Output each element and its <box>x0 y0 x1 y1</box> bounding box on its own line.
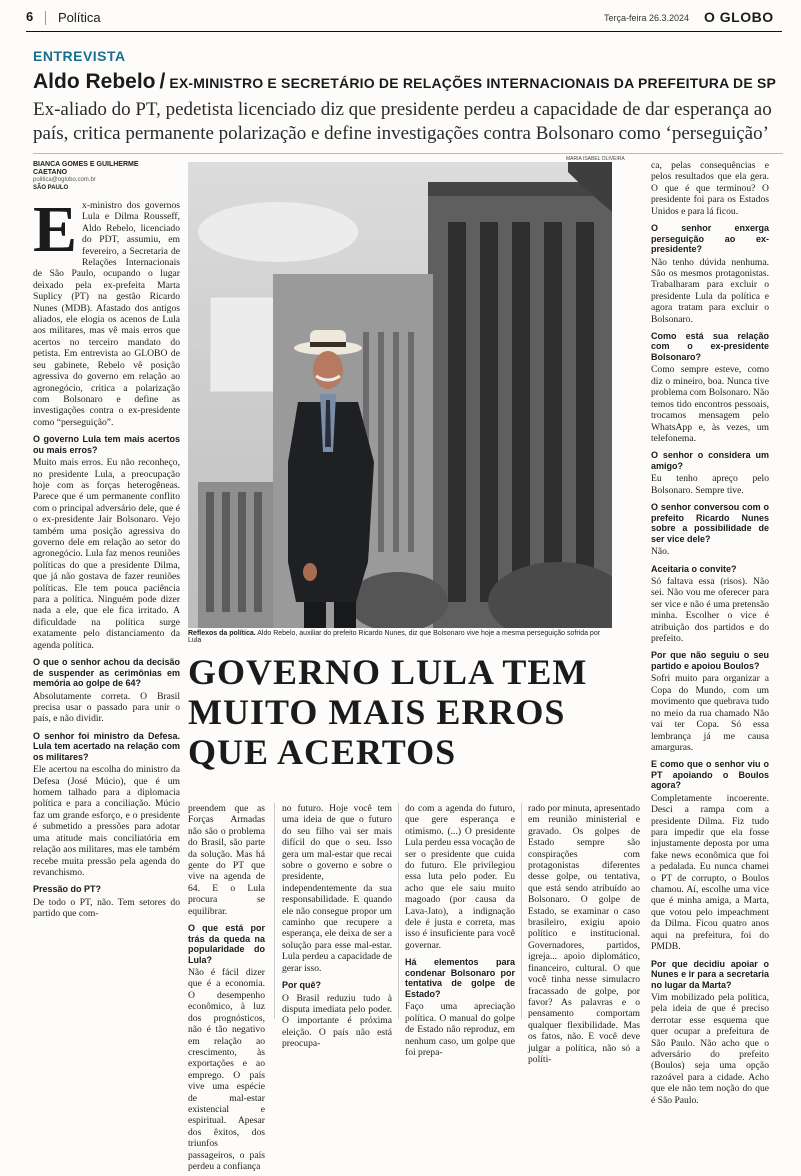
answer: Não é fácil dizer que é a economia. O desempenho econômico, à luz dos prognósticos, não é tão negativo em relação ao crescimento, às exportações e ao emprego. O país vive uma espécie de mal-estar existencial e espiritual. Apesar dos êxitos, dos triunfos passageiros, o país perdeu a confiança <box>188 967 265 1172</box>
question: O senhor conversou com o prefeito Ricardo Nunes sobre a possibilidade de ser vice dele? <box>651 502 769 544</box>
answer: Absolutamente correta. O Brasil precisa usar o passado para unir o país, e não dividir. <box>33 690 180 725</box>
drop-cap: E <box>33 193 78 266</box>
answer: Não tenho dúvida nenhuma. São os mesmos protagonistas. Trabalharam para excluir o presidente Lula da política e agora tratam para excluir o Bolsonaro. <box>651 256 769 325</box>
interviewee-role: EX-MINISTRO E SECRETÁRIO DE RELAÇÕES INTERNACIONAIS DA PREFEITURA DE SP <box>169 75 777 91</box>
column-4 <box>405 803 515 1062</box>
question: Por que decidiu apoiar o Nunes e ir para a secretaria no lugar da Marta? <box>651 958 769 990</box>
name-line <box>33 70 783 94</box>
answer: Completamente incoerente. Desci a rampa com a presidente Dilma. Fiz tudo para impedir que ela fosse injustamente deposta por uma fake news econômica que foi a pedalada. Eu nunca chamei o PT de corrupto, o Boulos chamou. Aí, escolhe uma vice que é minha amiga, a Marta, que votou pelo impeachment da Dilma. Ficou quatro anos aqui na prefeitura, foi do PMDB. <box>651 792 769 953</box>
question: O senhor o considera um amigo? <box>651 450 769 471</box>
answer: do com a agenda do futuro, que gere esperança e otimismo. (...) O presidente Lula perdeu essa vocação de ser o presidente que cuida do futuro. Ele privilegiou essa luta pelo poder. Eu acho que ele saiu muito magoado (por causa da Lava-Jato), a indignação dele é justa e correta, mas isso é insuficiente para você governar. <box>405 803 515 951</box>
answer: Eu tenho apreço pelo Bolsonaro. Sempre tive. <box>651 473 769 496</box>
byline: BIANCA GOMES E GUILHERME CAETANO <box>33 161 139 176</box>
answer: Vim mobilizado pela política, pela ideia de que é preciso derrotar esse esquema que quer ocupar a prefeitura de São Paulo. Não acho que o adversário do prefeito (Boulos) seja uma opção razoável para a cidade. Acho que ele não tem noção do que é São Paulo. <box>651 992 769 1106</box>
question: Há elementos para condenar Bolsonaro por tentativa de golpe de Estado? <box>405 957 515 999</box>
question: Aceitaria o convite? <box>651 563 737 574</box>
interviewee-name: Aldo Rebelo <box>33 70 156 93</box>
answer: Sofri muito para organizar a Copa do Mundo, com um movimento que quebrava tudo no meio da rua chamado Não vai ter Copa. Só essa lembrança já me causa amarguras. <box>651 673 769 753</box>
photo-illustration <box>188 162 612 628</box>
question: O governo Lula tem mais acertos ou mais erros? <box>33 434 180 455</box>
answer: rado por minuta, apresentado em reunião ministerial e gravado. Os golpes de Estado sempre são conspirações com protagonistas diferentes desse golpe, ou tentativa, que está sendo atribuído ao Bolsonaro. O golpe de Estado, se examinar o caso brasileiro, exigiu apoio político e institucional. Governadores, partidos, igreja... apoio diplomático, financeiro, cultural. O que você tinha nesse simulacro fracassado de golpe, por favor? As palavras e o pensamento comportam qualquer flexibilidade. Mas os fatos, não. E você deve julgar a política, não só a políti- <box>528 803 640 1065</box>
answer: Faço uma apreciação política. O manual do golpe de Estado não reproduz, em nenhum caso, um golpe que foi prepa- <box>405 1001 515 1058</box>
question: O senhor enxerga perseguição ao ex-presidente? <box>651 223 769 255</box>
photo-caption <box>188 630 612 644</box>
column-divider <box>274 803 275 1019</box>
question: Pressão do PT? <box>33 884 102 895</box>
caption-text: Aldo Rebelo, auxiliar do prefeito Ricardo Nunes, diz que Bolsonaro vive hoje a mesma perseguição sofrida por Lula <box>188 630 601 644</box>
column-divider <box>398 803 399 1019</box>
answer: Como sempre esteve, como diz o mineiro, boa. Nunca tive problema com Bolsonaro. Não temos tido encontros pessoais, trocamos mensagem pelo WhatsApp e, às vezes, um telefonema. <box>651 364 769 444</box>
caption-lead: Reflexos da política. <box>188 630 256 637</box>
question: Por que não seguiu o seu partido e apoiou Boulos? <box>651 650 769 671</box>
issue-date: Terça-feira 26.3.2024 <box>604 13 690 23</box>
dek-rule <box>33 153 783 154</box>
column-1 <box>33 193 180 924</box>
answer: Muito mais erros. Eu não reconheço, no presidente Lula, a preocupação hoje com as forças heterogêneas. Parece que é um permanente conflito com o principal adversário dele, que é o ex-presidente Jair Bolsonaro. Vejo também uma posição agressiva do governo dele em relação ao setor do agronegócio. Lula faz menos reuniões políticas do que a presidente Dilma, que já não gostava de fazer reuniões políticas. Ele tem pouca paciência para a política. Ninguém pode dizer nada a ele, que ele fica irritado. A dificuldade na política surge exatamente pelo distanciamento da agenda política. <box>33 457 180 651</box>
article-photo <box>188 162 612 628</box>
question: O que está por trás da queda na popularidade do Lula? <box>188 923 265 965</box>
name-slash: / <box>159 70 166 93</box>
answer: preendem que as Forças Armadas não são o problema do Brasil, são parte da solução. Mas há gente do PT que vive na agenda de 64. E o Lula procura se equilibrar. <box>188 803 265 917</box>
column-2 <box>188 803 265 1176</box>
intro-paragraph <box>33 193 180 428</box>
column-divider <box>521 803 522 1019</box>
question: E como que o senhor viu o PT apoiando o Boulos agora? <box>651 759 769 791</box>
header-divider <box>45 11 46 25</box>
answer: Não. <box>651 546 670 558</box>
column-3 <box>282 803 392 1054</box>
dek: Ex-aliado do PT, pedetista licenciado diz que presidente perdeu a capacidade de dar esperança ao país, critica permanente polarização e define investigações contra Bolsonaro como ‘perseguição’ <box>33 99 772 144</box>
question: Por quê? <box>282 980 322 991</box>
dateline: SÃO PAULO <box>33 185 69 191</box>
kicker: ENTREVISTA <box>33 48 126 64</box>
header-rule <box>26 31 782 32</box>
intro-text: x-ministro dos governos Lula e Dilma Rousseff, Aldo Rebelo, licenciado do PDT, assumiu, em fevereiro, a Secretaria de Relações Internacionais de São Paulo, ocupando o lugar deixado pela ex-prefeita Marta Suplicy (PT) na gestão Ricardo Nunes (MDB). Afastado dos antigos aliados, ele elogia os acenos de Lula aos militares, mas vê mais erros que acertos no terceiro mandato do petista. Em entrevista ao GLOBO de seu gabinete, Rebelo vê posição agressiva do governo em relação ao agronegócio, critica a polarização com Bolsonaro e define as investigações contra o ex-presidente como “perseguição”. <box>33 200 180 428</box>
answer: ca, pelas consequências e pelos resultados que ela gera. O que é que terminou? O presidente foi para os Estados Unidos e para lá ficou. <box>651 160 769 217</box>
answer: Ele acertou na escolha do ministro da Defesa (José Múcio), que é um homem talhado para a diplomacia política e para a conciliação. Múcio faz um grande esforço, e o presidente é submetido a pressões para adotar uma atitude mais conciliatória em relação aos militares, mas ele também recebe muita pressão pela agenda do revanchismo. <box>33 764 180 878</box>
column-6 <box>651 160 769 1110</box>
question: Como está sua relação com o ex-presidente Bolsonaro? <box>651 330 769 362</box>
answer: O Brasil reduziu tudo à disputa imediata pelo poder. O importante é próxima eleição. O país não está preocupa- <box>282 992 392 1050</box>
answer: no futuro. Hoje você tem uma ideia de que o futuro do seu filho vai ser mais difícil do que o seu. Isso gera um mal-estar que recai sobre o governo e sobre o presidente, independentemente da sua responsabilidade. E quando ele não consegue propor um caminho que recupere a esperança, ele deixa de ser a solução para esse mal-estar. Lula perdeu a capacidade de gerar isso. <box>282 803 392 974</box>
pull-headline: GOVERNO LULA TEM MUITO MAIS ERROS QUE ACERTOS <box>188 652 588 772</box>
answer: Só faltava essa (risos). Não sei. Não vou me oferecer para ser vice e não é uma pretensão minha. Escolher o vice é atribuição dos partidos e do prefeito. <box>651 576 769 645</box>
answer: De todo o PT, não. Tem setores do partido que com- <box>33 896 180 920</box>
column-5 <box>528 803 640 1069</box>
question: O senhor foi ministro da Defesa. Lula tem acertado na relação com os militares? <box>33 730 180 762</box>
section-name: Política <box>58 10 101 25</box>
byline-email: politica@oglobo.com.br <box>33 177 96 183</box>
photo-credit: MARIA ISABEL OLIVEIRA <box>566 156 625 162</box>
question: O que o senhor achou da decisão de suspender as cerimônias em memória ao golpe de 64? <box>33 657 180 689</box>
newspaper-logo: O GLOBO <box>704 9 774 25</box>
page-number: 6 <box>26 9 34 24</box>
